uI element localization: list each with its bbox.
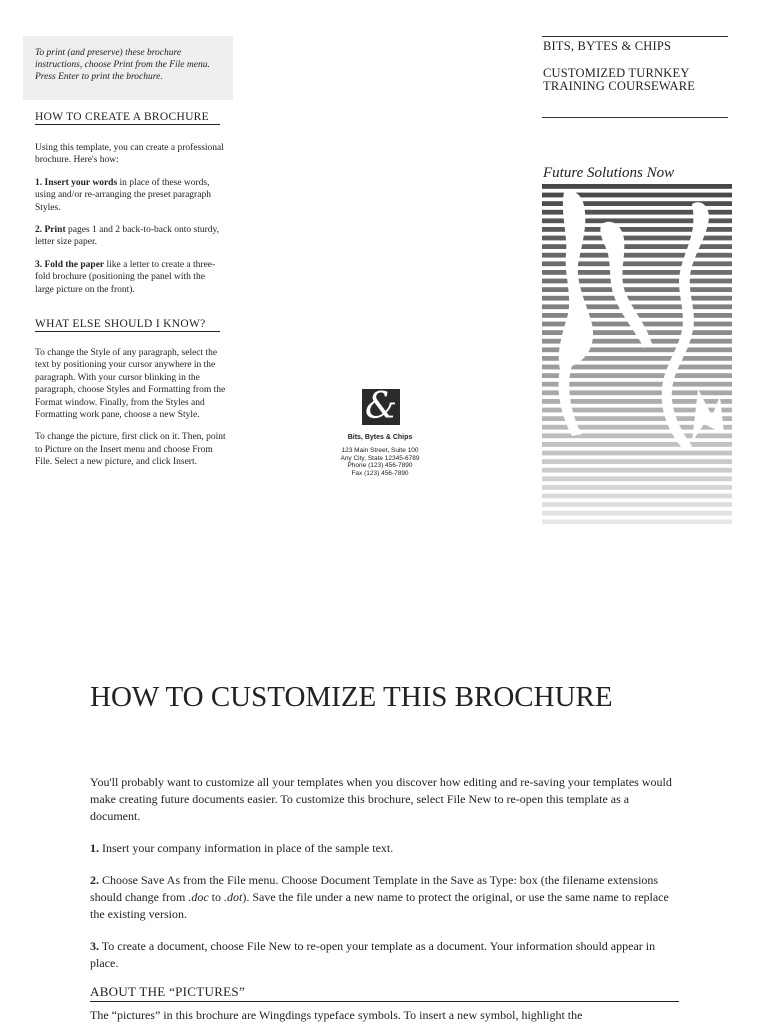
- pictures-paragraph: The “pictures” in this brochure are Wingdings typeface symbols. To insert a new symbol, highlight the: [90, 1008, 583, 1022]
- art-stripe: [542, 468, 732, 473]
- customize-step-2: [90, 872, 680, 923]
- art-stripe: [542, 382, 732, 387]
- step-text: Insert your company information in place of the sample text.: [99, 841, 394, 855]
- doc-extension: .doc: [188, 890, 209, 904]
- step-paragraph: [35, 259, 225, 296]
- step-text: to: [208, 890, 224, 904]
- step-paragraph: [35, 224, 225, 249]
- art-stripe: [542, 433, 732, 438]
- striped-figure-art-icon: [542, 184, 732, 530]
- art-stripe: [542, 519, 732, 524]
- dot-extension: .dot: [223, 890, 243, 904]
- fax-line: Fax (123) 456-7890: [351, 469, 409, 477]
- style-paragraph: To change the Style of any paragraph, select the text by positioning your cursor anywhere in the paragraph. With your cursor blinking in the paragraph, choose Styles and Formatting from the Format window. Finally, from the Styles and Formatting work pane, choose a new Style.: [35, 348, 226, 421]
- art-stripe: [542, 442, 732, 447]
- company-title: BITS, BYTES & CHIPS: [543, 39, 672, 53]
- art-stripe: [542, 459, 732, 464]
- step-text: pages 1 and 2 back-to-back onto sturdy, letter size paper.: [35, 225, 220, 248]
- step-text: in place of these words, using and/or re-arranging the preset paragraph Styles.: [35, 177, 211, 213]
- step-number: 2.: [90, 873, 99, 887]
- step-number: 1.: [35, 177, 43, 188]
- step-bold-text: Insert your words: [44, 177, 118, 188]
- page-title: HOW TO CUSTOMIZE THIS BROCHURE: [90, 681, 613, 713]
- intro-paragraph: Using this template, you can create a professional brochure. Here's how:: [35, 143, 224, 166]
- ampersand-logo-icon: &: [362, 389, 400, 425]
- section-heading-pictures: ABOUT THE “PICTURES”: [90, 984, 679, 1002]
- step-text: like a letter to create a three-fold brochure (positioning the panel with the large picture on the front).: [35, 259, 216, 295]
- print-instructions-text: To print (and preserve) these brochure instructions, choose Print from the File menu. Press Enter to print the brochure.: [35, 48, 210, 82]
- art-stripe: [542, 390, 732, 395]
- print-instructions-note: [23, 36, 233, 100]
- top-divider: [542, 36, 728, 37]
- phone-line: Phone (123) 456-7890: [347, 462, 413, 469]
- section-heading-what-else: WHAT ELSE SHOULD I KNOW?: [35, 318, 220, 332]
- step-paragraph: [35, 177, 225, 214]
- customize-step-3: [90, 938, 680, 972]
- step-number: 3.: [90, 939, 99, 953]
- step-text: Choose Save As from the File menu. Choose Document Template in the Save as Type: box (the filename extensions should change from: [90, 873, 659, 904]
- tagline: Future Solutions Now: [543, 165, 675, 181]
- art-stripe: [542, 485, 732, 490]
- customize-intro: You'll probably want to customize all your templates when you discover how editing and re-saving your templates would make creating future documents easier. To customize this brochure, select File New to re-open this template as a document.: [90, 775, 672, 823]
- step-bold-text: Print: [44, 225, 66, 236]
- step-text: To create a document, choose File New to re-open your template as a document. Your information should appear in place.: [90, 939, 656, 970]
- step-text: ). Save the file under a new name to protect the original, or use the same name to replace the existing version.: [90, 890, 669, 921]
- create-brochure-body: [35, 142, 225, 306]
- art-stripe: [542, 451, 732, 456]
- company-address: [300, 447, 460, 477]
- art-stripe: [542, 511, 732, 516]
- address-line: Any City, State 12345-6789: [340, 454, 420, 462]
- art-stripe: [542, 476, 732, 481]
- art-stripe: [542, 373, 732, 378]
- art-stripe: [542, 502, 732, 507]
- address-line: 123 Main Street, Suite 100: [341, 447, 419, 454]
- art-stripe: [542, 184, 732, 189]
- what-else-body: [35, 347, 227, 479]
- step-number: 1.: [90, 841, 99, 855]
- customize-step-1: [90, 840, 680, 857]
- company-name: Bits, Bytes & Chips: [347, 434, 413, 441]
- section-heading-create-brochure: HOW TO CREATE A BROCHURE: [35, 111, 220, 125]
- picture-paragraph: To change the picture, first click on it. Then, point to Picture on the Insert menu and choose From File. Select a new picture, and click Insert.: [35, 432, 226, 468]
- step-number: 2.: [35, 225, 43, 236]
- step-number: 3.: [35, 259, 43, 270]
- brochure-subtitle: CUSTOMIZED TURNKEY TRAINING COURSEWARE: [543, 66, 696, 93]
- subtitle-divider: [542, 117, 728, 118]
- art-stripe: [542, 494, 732, 499]
- step-bold-text: Fold the paper: [44, 259, 105, 270]
